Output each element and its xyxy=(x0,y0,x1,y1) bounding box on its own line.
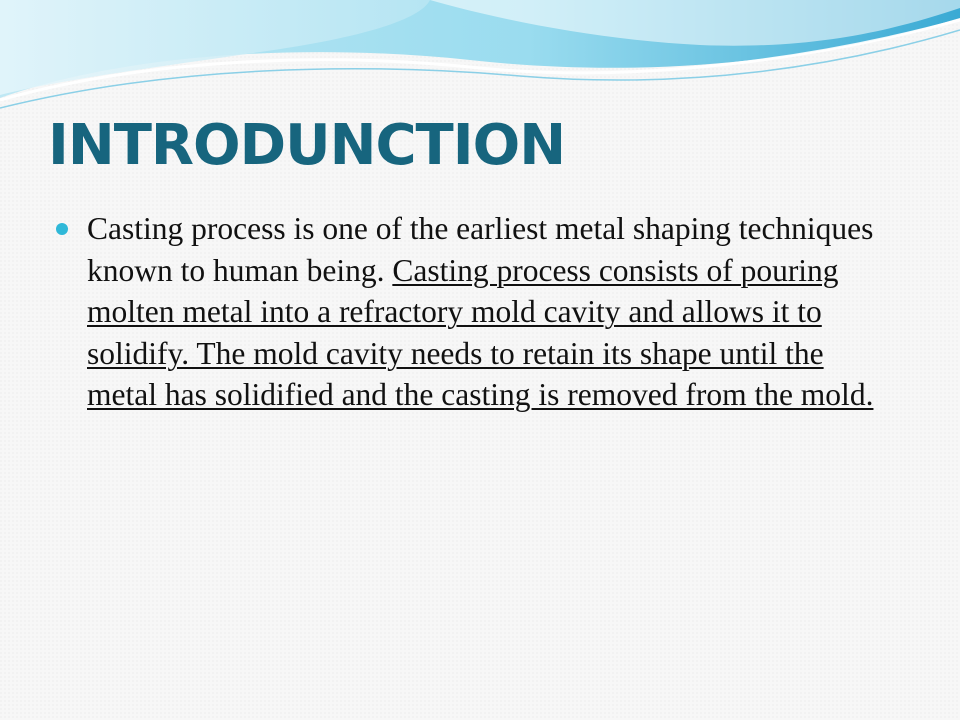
slide-title: INTRODUNCTION xyxy=(48,113,566,178)
header-wave-decoration xyxy=(0,0,960,120)
bullet-list xyxy=(56,208,906,416)
bullet-lead-text: Casting process is one of the earliest metal shaping techniques known to human being. xyxy=(87,211,874,288)
bullet-underlined-text: Casting process consists of pouring molten metal into a refractory mold cavity and allows it to solidify. The mold cavity needs to retain its shape until the metal has solidified and the casting is removed from the mold. xyxy=(87,252,874,412)
bullet-item xyxy=(56,208,906,416)
bullet-text xyxy=(87,208,887,416)
bullet-dot-icon xyxy=(56,223,68,235)
